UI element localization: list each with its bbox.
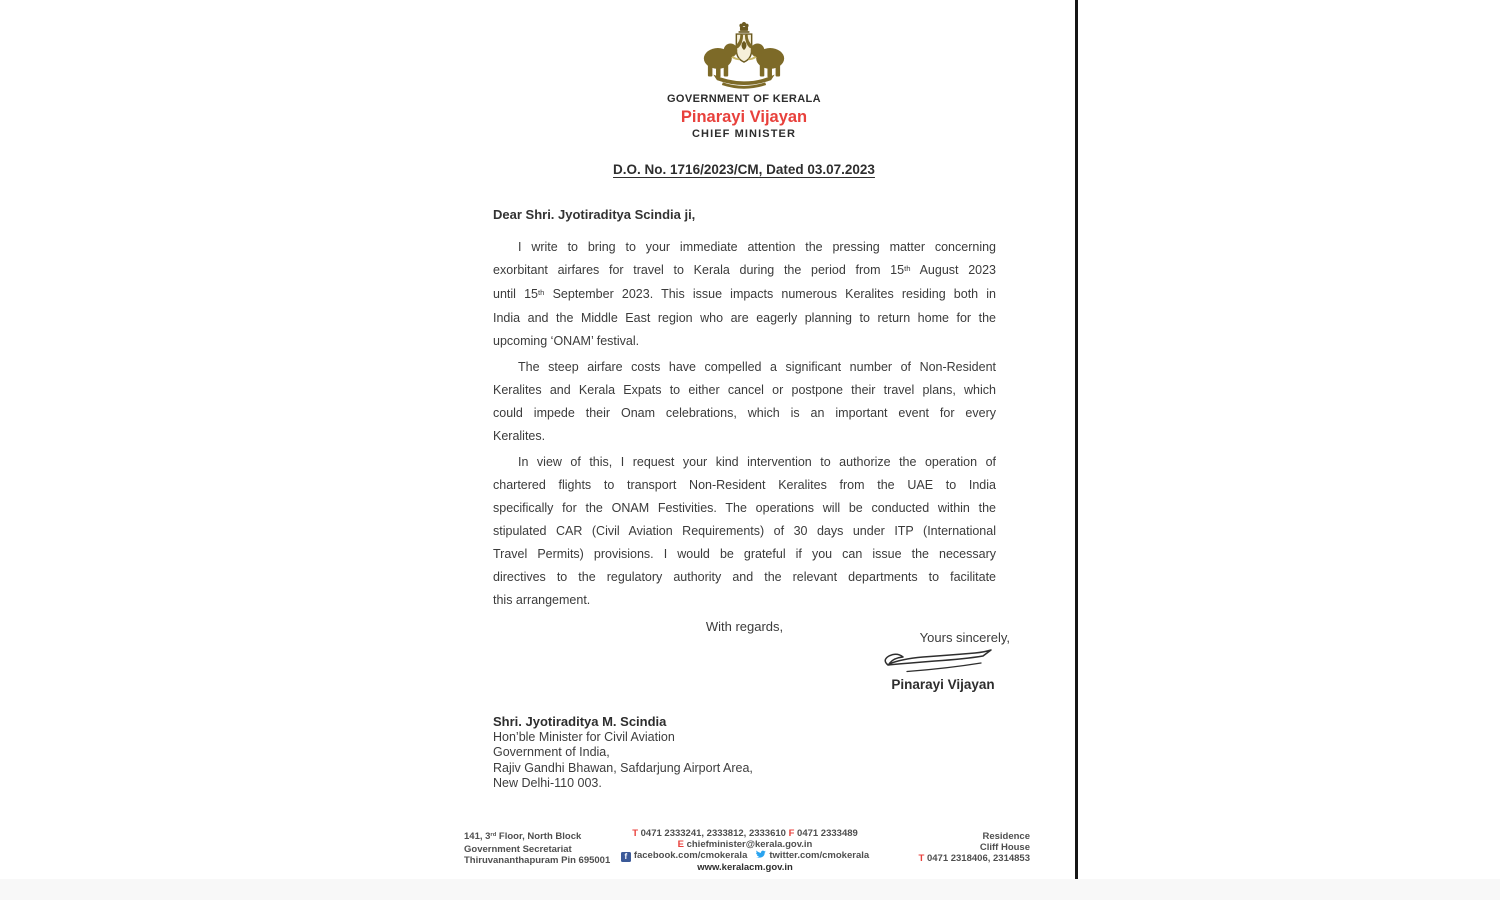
kerala-government-emblem-icon: [698, 16, 790, 90]
phone-label: T: [918, 853, 925, 864]
signature-block: [868, 630, 1018, 692]
footer-website: www.keralacm.gov.in: [697, 862, 793, 873]
footer-line: 141, 3rd Floor, North Block: [464, 831, 582, 842]
residence-name: Cliff House: [979, 842, 1030, 853]
signature-scribble: [877, 648, 1009, 676]
body-line: upcoming ‘ONAM’ festival.: [493, 334, 640, 348]
fax-number: 0471 2333489: [797, 828, 858, 839]
footer-social-line: [595, 850, 895, 862]
addressee-line: New Delhi-110 003.: [493, 776, 602, 791]
residence-phone: 0471 2318406, 2314853: [926, 853, 1030, 864]
reference-number-line: D.O. No. 1716/2023/CM, Dated 03.07.2023: [613, 162, 875, 177]
government-name: GOVERNMENT OF KERALA: [666, 93, 822, 105]
letterhead: [455, 0, 1033, 177]
closing-line: Yours sincerely,: [919, 630, 1010, 645]
body-line: chartered flights to transport Non-Resident Keralites from the UAE to India: [493, 478, 996, 492]
body-line: specifically for the ONAM Festivities. The operations will be conducted within the: [493, 501, 996, 515]
footer-line: Thiruvananthapuram Pin 695001: [464, 855, 611, 866]
footer-email-line: [595, 839, 895, 850]
addressee-line: Government of India,: [493, 745, 610, 760]
addressee-line: Rajiv Gandhi Bhawan, Safdarjung Airport Area,: [493, 760, 753, 775]
page-edge-divider: [1075, 0, 1078, 900]
body-line: In view of this, I request your kind intervention to authorize the operation of: [518, 455, 996, 469]
footer-office-address: [464, 831, 610, 866]
body-line: stipulated CAR (Civil Aviation Requirements) of 30 days under ITP (International: [493, 524, 996, 538]
phone-label: T: [632, 828, 638, 839]
phone-numbers: 0471 2333241, 2333812, 2333610: [640, 828, 786, 839]
twitter-handle: twitter.com/cmokerala: [769, 850, 870, 861]
twitter-icon: [755, 850, 766, 859]
body-line: The steep airfare costs have compelled a significant number of Non-Resident: [518, 360, 996, 374]
body-line: directives to the regulatory authority and the relevant departments to facilitate: [493, 570, 996, 584]
body-line: could impede their Onam celebrations, which is an important event for every: [493, 406, 996, 420]
email-label: E: [677, 839, 684, 850]
addressee-name: Shri. Jyotiraditya M. Scindia: [493, 714, 667, 729]
body-line: Travel Permits) provisions. I would be grateful if you can issue the necessary: [493, 547, 996, 561]
facebook-handle: facebook.com/cmokerala: [633, 850, 748, 861]
body-line: India and the Middle East region who are eagerly planning to return home for the: [493, 311, 996, 325]
email-address: chiefminister@kerala.gov.in: [686, 839, 813, 850]
addressee-line: Hon’ble Minister for Civil Aviation: [493, 729, 675, 744]
footer-residence: [880, 831, 1030, 864]
body-line: Keralites and Kerala Expats to either cancel or postpone their travel plans, which: [493, 383, 996, 397]
paragraph-1: [493, 236, 996, 353]
body-line: exorbitant airfares for travel to Kerala during the period from 15th August 2023: [493, 263, 997, 277]
body-line: this arrangement.: [493, 593, 591, 607]
residence-label: Residence: [982, 831, 1030, 842]
residence-phone-line: [880, 853, 1030, 864]
chief-minister-title: CHIEF MINISTER: [691, 128, 796, 140]
addressee-block: [493, 714, 913, 792]
fax-label: F: [788, 828, 795, 839]
with-regards: With regards,: [705, 619, 784, 634]
paragraph-3: [493, 451, 996, 612]
paragraph-2: [493, 356, 996, 448]
chief-minister-name: Pinarayi Vijayan: [680, 108, 808, 126]
footer-line: Government Secretariat: [464, 844, 572, 855]
signatory-name: Pinarayi Vijayan: [891, 677, 995, 692]
salutation: Dear Shri. Jyotiraditya Scindia ji,: [493, 207, 696, 222]
footer-contact: [595, 828, 895, 873]
footer-phone-line: [595, 828, 895, 839]
body-line: Keralites.: [493, 429, 546, 443]
lion-capital-icon: [739, 22, 750, 33]
body-line: I write to bring to your immediate attention the pressing matter concerning: [518, 240, 996, 254]
facebook-icon: f: [621, 852, 631, 862]
letter-body: [493, 203, 996, 638]
body-line: until 15th September 2023. This issue impacts numerous Keralites residing both in: [493, 287, 996, 301]
bottom-strip: [0, 879, 1500, 900]
